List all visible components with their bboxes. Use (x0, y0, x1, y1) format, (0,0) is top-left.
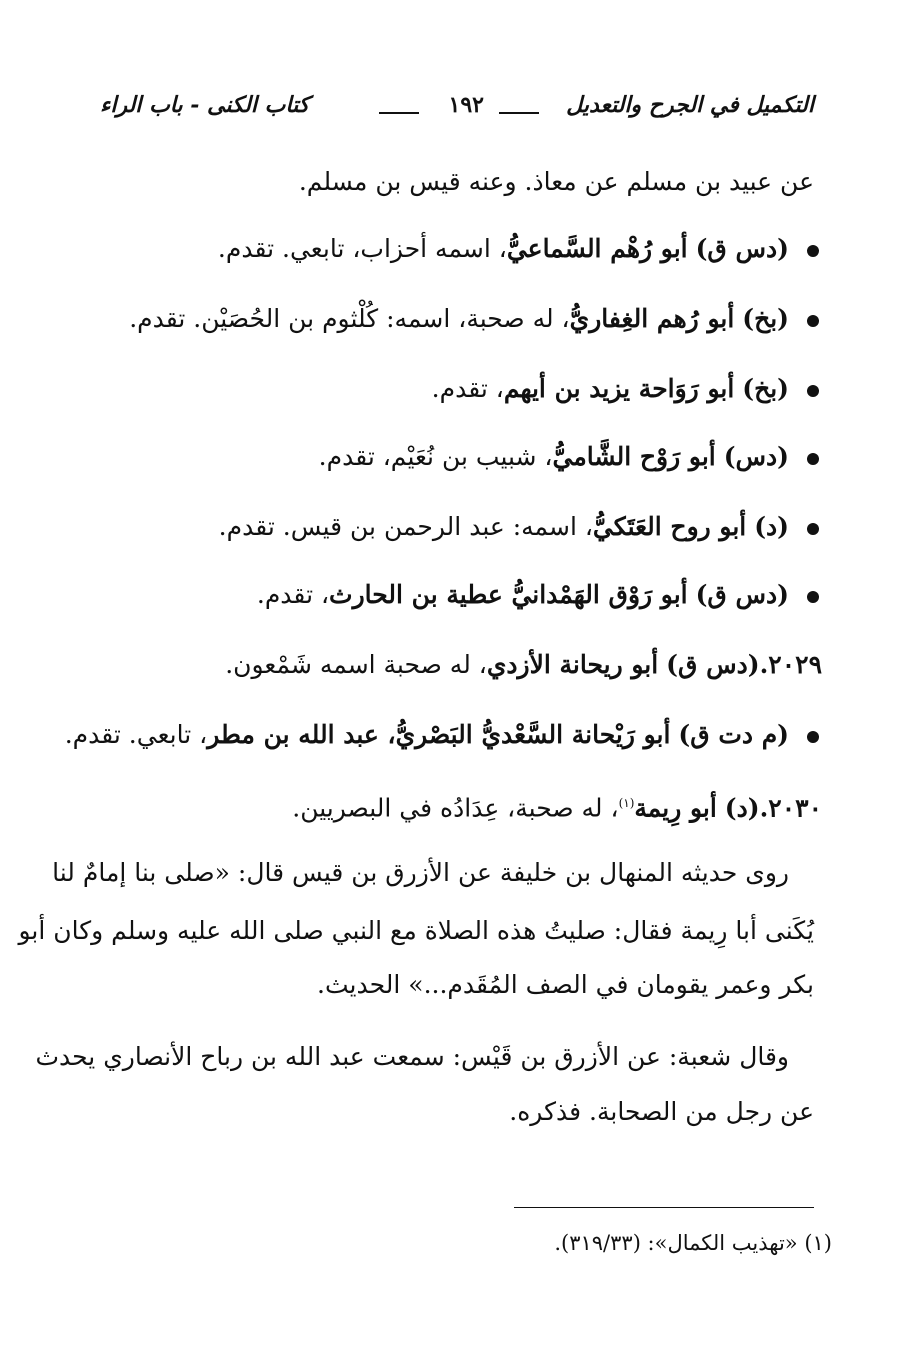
entry-text: ، اسمه أحزاب، تابعي. تقدم. (217, 234, 507, 263)
footnote-separator (514, 1207, 814, 1208)
bullet-entry (100, 372, 819, 406)
header-dash (379, 112, 419, 114)
entry-text: ، له صحبة، عِدَادُه في البصريين. (292, 793, 619, 823)
entry-text: ، له صحبة اسمه شَمْعون. (225, 650, 487, 679)
paragraph-line: روى حديثه المنهال بن خليفة عن الأزرق بن قيس قال: «صلى بنا إمامٌ لنا (52, 858, 789, 887)
entry-name: أبو رَوَاحة يزيد بن أيهم (503, 374, 735, 403)
bullet-dot (807, 245, 819, 257)
entry-name: أبو رَوْح الشَّاميُّ (552, 442, 716, 471)
entry-name: أبو رُهم الغِفاريُّ (569, 304, 735, 333)
entry-code: (دس ق) (666, 650, 760, 679)
entry-code: (د) (724, 793, 760, 823)
page-number: ١٩٢ (448, 92, 484, 118)
entry-text: ، شبيب بن نُعَيْم، تقدم. (318, 442, 553, 471)
entry-code: (بخ) (742, 304, 789, 333)
bullet-dot (807, 591, 819, 603)
entry-text: ، تقدم. (431, 374, 504, 403)
footnote: (١) «تهذيب الكمال»: (٣١٩/٣٣). (554, 1231, 832, 1255)
entry-number: ٢٠٣٠. (759, 793, 822, 823)
bullet-dot (807, 385, 819, 397)
entry-text: ، تابعي. تقدم. (64, 720, 208, 749)
bullet-entry (100, 440, 819, 474)
entry-name: أبو رُهْم السَّماعيُّ (506, 234, 688, 263)
paragraph-line: يُكَنى أبا رِيمة فقال: صليتُ هذه الصلاة مع النبي صلى الله عليه وسلم وكان أبو (18, 916, 814, 945)
footnote-ref: (١) (618, 796, 635, 810)
entry-2029 (100, 648, 822, 682)
entry-text: ، له صحبة، اسمه: كُلْثوم بن الحُصَيْن. تقدم. (129, 304, 570, 333)
bullet-entry (100, 302, 819, 336)
intro-line: عن عبيد بن مسلم عن معاذ. وعنه قيس بن مسلم. (298, 167, 814, 196)
entry-text: ، اسمه: عبد الرحمن بن قيس. تقدم. (218, 512, 593, 541)
entry-name: أبو روح العَتَكيُّ (592, 512, 747, 541)
entry-code: (دس) (723, 442, 789, 471)
bullet-dot (807, 523, 819, 535)
entry-name: أبو ريحانة الأزدي (486, 650, 659, 679)
entry-number: ٢٠٢٩. (759, 650, 822, 679)
book-title: التكميل في الجرح والتعديل (566, 92, 814, 118)
bullet-dot (807, 731, 819, 743)
running-header (100, 92, 814, 128)
entry-text: ، تقدم. (256, 580, 330, 609)
entry-2030 (100, 786, 822, 825)
entry-code: (دس ق) (695, 580, 789, 609)
paragraph-line: بكر وعمر يقومان في الصف المُقَدم...» الحديث. (317, 970, 814, 999)
entry-code: (بخ) (742, 374, 789, 403)
paragraph-line: عن رجل من الصحابة. فذكره. (509, 1097, 814, 1126)
bullet-dot (807, 453, 819, 465)
header-dash (499, 112, 539, 114)
entry-code: (د) (754, 512, 789, 541)
paragraph-line: وقال شعبة: عن الأزرق بن قَيْس: سمعت عبد الله بن رباح الأنصاري يحدث (35, 1042, 789, 1071)
entry-name: أبو رِيمة (634, 793, 717, 823)
bullet-entry (100, 232, 819, 266)
bullet-entry (100, 510, 819, 544)
entry-code: (دس ق) (695, 234, 789, 263)
entry-code: (م دت ق) (678, 720, 789, 749)
bullet-entry (100, 578, 819, 612)
bullet-entry (64, 718, 819, 752)
entry-name: أبو رَيْحانة السَّعْديُّ البَصْريُّ، عبد الله بن مطر (207, 720, 671, 749)
bullet-dot (807, 315, 819, 327)
chapter-title: كتاب الكنى - باب الراء (100, 92, 310, 118)
entry-name: أبو رَوْق الهَمْدانيُّ عطية بن الحارث (329, 580, 688, 609)
